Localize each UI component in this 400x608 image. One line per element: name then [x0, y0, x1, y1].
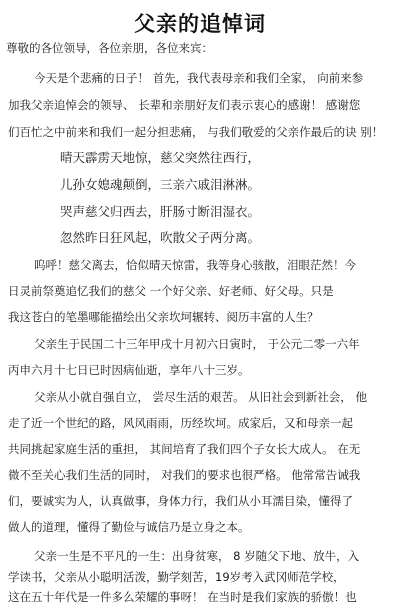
paragraph-line: 们百忙之中前来和我们一起分担悲痛， 与我们敬爱的父亲作最后的诀 别！	[8, 125, 384, 139]
paragraph-line: 日灵前祭奠追忆我们的慈父 一个好父亲、好老师、好父母。只是	[8, 284, 334, 298]
paragraph-line: 微不至关心我们生活的同时， 对我们的要求也很严格。 他常常告诫我	[8, 468, 361, 482]
poem-line: 忽然昨日狂风起，吹散父子两分离。	[60, 230, 261, 245]
paragraph-line: 我这苍白的笔墨哪能描绘出父亲坎坷辗转、阅历丰富的人生？	[8, 310, 319, 324]
paragraph-line: 今天是个悲痛的日子！ 首先，我代表母亲和我们全家， 向前来参	[34, 71, 364, 85]
paragraph-line: 父亲生于民国二十三年甲戌十月初六日寅时， 于公元二零一六年	[34, 337, 360, 351]
paragraph-line: 走了近一个世纪的路，风风雨雨，历经坎坷。成家后，又和母亲一起	[8, 416, 353, 430]
document-title: 父亲的追悼词	[134, 12, 266, 36]
paragraph-line: 呜呼！慈父离去，恰似晴天惊雷，我等身心骇散，泪眼茫然！今	[34, 258, 356, 272]
paragraph-line: 学读书，父亲从小聪明活泼，勤学刻苦，19岁考入武冈师范学校，	[8, 570, 345, 584]
paragraph-line: 做人的道理，懂得了勤俭与诚信乃是立身之本。	[8, 520, 250, 534]
poem-line: 哭声慈父归西去，肝肠寸断泪湿衣。	[60, 204, 261, 219]
paragraph-line: 们，要诚实为人，认真做事，身体力行，我们从小耳濡目染，懂得了	[8, 494, 353, 508]
poem-line: 晴天霹雳天地惊，慈父突然往西行，	[60, 150, 261, 165]
salutation: 尊敬的各位领导，各位亲朋，各位来宾：	[6, 41, 213, 55]
poem-line: 儿孙女媳魂颠倒，三亲六戚泪淋淋。	[60, 177, 261, 192]
paragraph-line: 父亲一生是不平凡的一生：出身贫寒， 8 岁随父下地、放牛，入	[34, 549, 360, 563]
paragraph-line: 加我父亲追悼会的领导、 长辈和亲朋好友们表示衷心的感谢！ 感谢您	[8, 98, 361, 112]
paragraph-line: 丙申六月十七日已时因病仙逝，享年八十三岁。	[8, 363, 250, 377]
paragraph-line: 这在五十年代是一件多么荣耀的事呀！ 在当时是我们家族的骄傲！也	[8, 590, 357, 604]
paragraph-line: 父亲从小就自强自立， 尝尽生活的艰苦。 从旧社会到新社会， 他	[34, 390, 367, 404]
paragraph-line: 共同挑起家庭生活的重担， 其间培育了我们四个子女长大成人。 在无	[8, 442, 361, 456]
